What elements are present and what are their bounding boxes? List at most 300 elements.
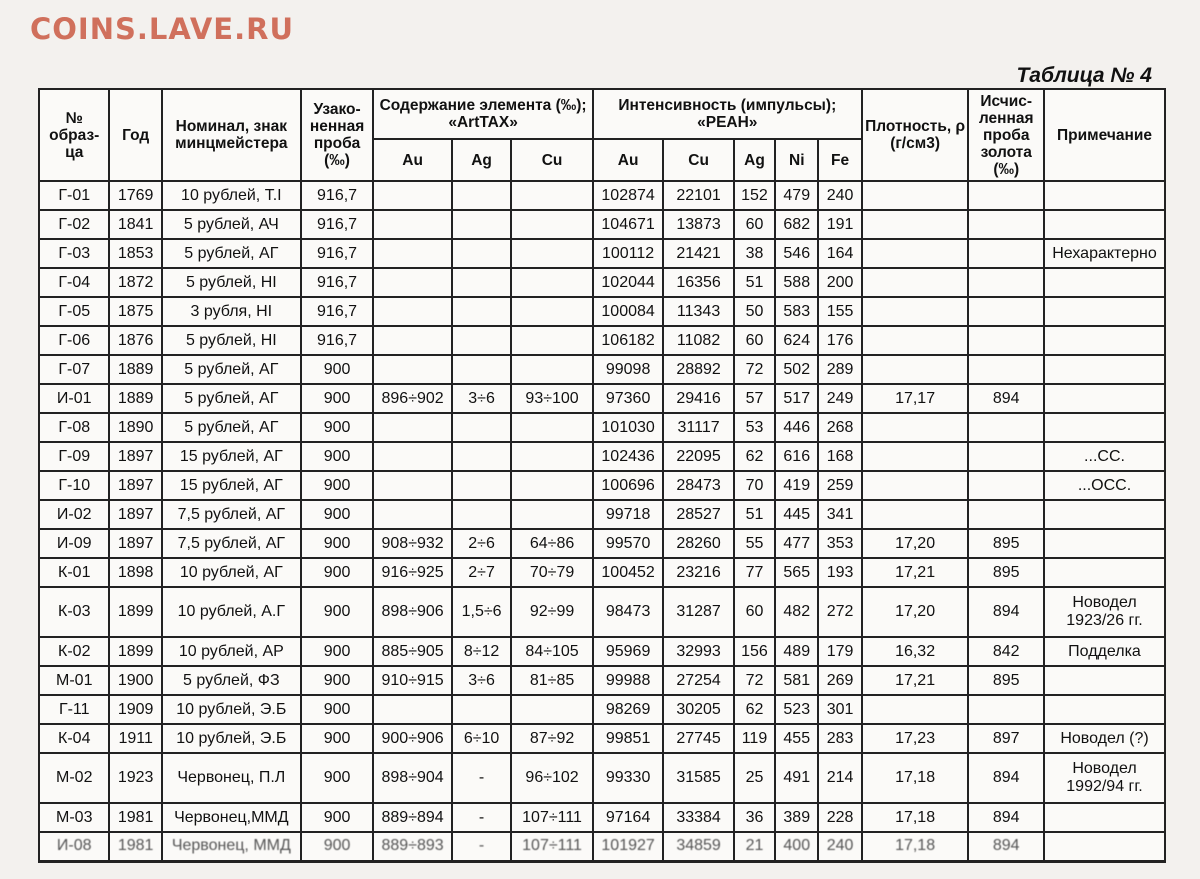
cell-denomination: 15 рублей, АГ (162, 442, 301, 471)
cell-content-cu: 81÷85 (511, 666, 593, 695)
cell-legal-fineness: 900 (301, 529, 374, 558)
cell-sample: Г-10 (39, 471, 109, 500)
cell-content-ag: 6÷10 (452, 724, 511, 753)
cell-intensity-cu: 11082 (663, 326, 733, 355)
cell-intensity-ag: 152 (734, 181, 775, 210)
cell-intensity-au: 99098 (593, 355, 663, 384)
cell-denomination: 15 рублей, АГ (162, 471, 301, 500)
cell-note (1044, 210, 1165, 239)
cell-intensity-au: 102044 (593, 268, 663, 297)
cell-content-ag: 2÷6 (452, 529, 511, 558)
cell-content-ag (452, 355, 511, 384)
header-calc-fineness: Исчис-ленная проба золота (‰) (968, 89, 1044, 181)
cell-year: 1897 (109, 442, 161, 471)
cell-intensity-ag: 77 (734, 558, 775, 587)
cell-legal-fineness: 916,7 (301, 326, 374, 355)
cell-content-cu: 96÷102 (511, 753, 593, 803)
cell-content-ag (452, 297, 511, 326)
cell-note (1044, 500, 1165, 529)
cell-intensity-cu: 29416 (663, 384, 733, 413)
cell-intensity-au: 95969 (593, 637, 663, 666)
cell-content-cu (511, 471, 593, 500)
cell-content-au: 916÷925 (373, 558, 452, 587)
cell-legal-fineness: 900 (301, 666, 374, 695)
cell-content-cu (511, 297, 593, 326)
cell-intensity-ag: 21 (734, 832, 775, 861)
cell-content-ag: - (452, 832, 511, 861)
cell-content-au (373, 268, 452, 297)
cell-denomination: 10 рублей, Э.Б (162, 695, 301, 724)
cell-legal-fineness: 916,7 (301, 181, 374, 210)
cell-note: Новодел (?) (1044, 724, 1165, 753)
cell-density (862, 471, 969, 500)
cell-intensity-ni: 624 (775, 326, 818, 355)
cell-sample: Г-06 (39, 326, 109, 355)
cell-year: 1911 (109, 724, 161, 753)
cell-year: 1899 (109, 587, 161, 637)
cell-intensity-cu: 31287 (663, 587, 733, 637)
cell-intensity-ag: 53 (734, 413, 775, 442)
cell-denomination: 5 рублей, АГ (162, 355, 301, 384)
cell-year: 1981 (109, 832, 161, 861)
cell-content-cu: 87÷92 (511, 724, 593, 753)
table-row (39, 724, 1165, 753)
cell-content-ag (452, 181, 511, 210)
cell-denomination: 10 рублей, А.Г (162, 587, 301, 637)
cell-density (862, 210, 969, 239)
cell-legal-fineness: 900 (301, 637, 374, 666)
cell-content-cu: 70÷79 (511, 558, 593, 587)
cell-intensity-cu: 23216 (663, 558, 733, 587)
cell-density: 17,18 (862, 753, 969, 803)
cell-intensity-fe: 240 (818, 832, 861, 861)
cell-intensity-au: 100452 (593, 558, 663, 587)
cell-content-ag: 1,5÷6 (452, 587, 511, 637)
table-row (39, 529, 1165, 558)
cell-intensity-fe: 164 (818, 239, 861, 268)
cell-calc-fineness (968, 471, 1044, 500)
table-row (39, 355, 1165, 384)
cell-content-ag: 2÷7 (452, 558, 511, 587)
cell-denomination: 3 рубля, HI (162, 297, 301, 326)
cell-year: 1841 (109, 210, 161, 239)
cell-intensity-ni: 583 (775, 297, 818, 326)
cell-intensity-fe: 301 (818, 695, 861, 724)
cell-calc-fineness (968, 181, 1044, 210)
cell-note (1044, 695, 1165, 724)
cell-year: 1897 (109, 500, 161, 529)
cell-note (1044, 803, 1165, 832)
cell-calc-fineness: 897 (968, 724, 1044, 753)
cell-sample: К-03 (39, 587, 109, 637)
cell-note (1044, 666, 1165, 695)
cell-year: 1872 (109, 268, 161, 297)
cell-content-ag: - (452, 803, 511, 832)
cell-intensity-cu: 28260 (663, 529, 733, 558)
cell-denomination: 10 рублей, Э.Б (162, 724, 301, 753)
cell-content-au: 885÷905 (373, 637, 452, 666)
cell-note (1044, 181, 1165, 210)
cell-denomination: 10 рублей, АГ (162, 558, 301, 587)
cell-intensity-au: 106182 (593, 326, 663, 355)
cell-intensity-au: 98473 (593, 587, 663, 637)
cell-intensity-cu: 11343 (663, 297, 733, 326)
cell-legal-fineness: 900 (301, 413, 374, 442)
cell-year: 1923 (109, 753, 161, 803)
cell-intensity-ni: 517 (775, 384, 818, 413)
cell-sample: И-02 (39, 500, 109, 529)
cell-legal-fineness: 900 (301, 471, 374, 500)
cell-denomination: 5 рублей, АГ (162, 239, 301, 268)
cell-intensity-fe: 289 (818, 355, 861, 384)
cell-intensity-ag: 72 (734, 666, 775, 695)
cell-content-ag: 3÷6 (452, 666, 511, 695)
cell-year: 1889 (109, 384, 161, 413)
cell-denomination: 5 рублей, ФЗ (162, 666, 301, 695)
cell-content-ag (452, 268, 511, 297)
cell-intensity-cu: 13873 (663, 210, 733, 239)
cell-intensity-au: 100696 (593, 471, 663, 500)
cell-sample: И-09 (39, 529, 109, 558)
cell-calc-fineness: 894 (968, 803, 1044, 832)
cell-content-ag: 8÷12 (452, 637, 511, 666)
cell-legal-fineness: 900 (301, 558, 374, 587)
cell-sample: Г-08 (39, 413, 109, 442)
table-row (39, 181, 1165, 210)
cell-content-ag (452, 695, 511, 724)
cell-legal-fineness: 900 (301, 724, 374, 753)
cell-density: 17,21 (862, 558, 969, 587)
subheader-intensity-fe: Fe (818, 139, 861, 181)
cell-intensity-au: 99988 (593, 666, 663, 695)
cell-year: 1876 (109, 326, 161, 355)
cell-intensity-ag: 60 (734, 210, 775, 239)
cell-intensity-ni: 491 (775, 753, 818, 803)
cell-calc-fineness (968, 695, 1044, 724)
cell-content-au (373, 239, 452, 268)
subheader-intensity-au: Au (593, 139, 663, 181)
cell-calc-fineness: 895 (968, 558, 1044, 587)
subheader-intensity-ni: Ni (775, 139, 818, 181)
cell-content-cu: 64÷86 (511, 529, 593, 558)
site-watermark: COINS.LAVE.RU (30, 12, 295, 46)
cell-denomination: 5 рублей, HI (162, 268, 301, 297)
subheader-content-ag: Ag (452, 139, 511, 181)
cell-intensity-ag: 70 (734, 471, 775, 500)
cell-intensity-ni: 502 (775, 355, 818, 384)
cell-content-cu: 107÷111 (511, 832, 593, 861)
cell-content-au: 896÷902 (373, 384, 452, 413)
cell-intensity-cu: 22101 (663, 181, 733, 210)
cell-intensity-cu: 28892 (663, 355, 733, 384)
cell-intensity-fe: 168 (818, 442, 861, 471)
cell-intensity-au: 104671 (593, 210, 663, 239)
cell-legal-fineness: 900 (301, 695, 374, 724)
cell-content-cu (511, 355, 593, 384)
cell-intensity-cu: 33384 (663, 803, 733, 832)
cell-sample: Г-04 (39, 268, 109, 297)
cell-intensity-ni: 565 (775, 558, 818, 587)
cell-content-au: 898÷906 (373, 587, 452, 637)
cell-calc-fineness: 894 (968, 384, 1044, 413)
table-body (39, 181, 1165, 861)
cell-intensity-fe: 191 (818, 210, 861, 239)
cell-denomination: Червонец,ММД (162, 803, 301, 832)
cell-intensity-cu: 16356 (663, 268, 733, 297)
cell-calc-fineness: 894 (968, 753, 1044, 803)
cell-note (1044, 558, 1165, 587)
cell-intensity-au: 102874 (593, 181, 663, 210)
cell-density: 17,20 (862, 587, 969, 637)
cell-intensity-cu: 31117 (663, 413, 733, 442)
cell-sample: Г-05 (39, 297, 109, 326)
cell-year: 1909 (109, 695, 161, 724)
cell-sample: Г-01 (39, 181, 109, 210)
cell-intensity-au: 99330 (593, 753, 663, 803)
cell-note (1044, 832, 1165, 861)
cell-denomination: 5 рублей, АЧ (162, 210, 301, 239)
cell-intensity-ag: 60 (734, 587, 775, 637)
cell-content-au (373, 355, 452, 384)
cell-density (862, 355, 969, 384)
table-row (39, 803, 1165, 832)
cell-intensity-ni: 682 (775, 210, 818, 239)
table-row (39, 558, 1165, 587)
cell-sample: Г-07 (39, 355, 109, 384)
cell-intensity-ni: 400 (775, 832, 818, 861)
cell-denomination: 5 рублей, АГ (162, 413, 301, 442)
cell-intensity-fe: 176 (818, 326, 861, 355)
cell-content-ag (452, 500, 511, 529)
table-row (39, 471, 1165, 500)
cell-intensity-ni: 489 (775, 637, 818, 666)
subheader-content-cu: Cu (511, 139, 593, 181)
cell-intensity-cu: 30205 (663, 695, 733, 724)
cell-year: 1769 (109, 181, 161, 210)
cell-denomination: 10 рублей, АР (162, 637, 301, 666)
cell-content-cu (511, 181, 593, 210)
cell-density: 17,20 (862, 529, 969, 558)
cell-intensity-ni: 616 (775, 442, 818, 471)
cell-density: 17,18 (862, 832, 969, 861)
cell-intensity-au: 97164 (593, 803, 663, 832)
cell-content-au (373, 413, 452, 442)
cell-sample: Г-02 (39, 210, 109, 239)
cell-intensity-ag: 38 (734, 239, 775, 268)
cell-year: 1875 (109, 297, 161, 326)
cell-legal-fineness: 916,7 (301, 210, 374, 239)
cell-intensity-ag: 25 (734, 753, 775, 803)
cell-density: 17,17 (862, 384, 969, 413)
cell-content-ag (452, 326, 511, 355)
cell-content-cu: 93÷100 (511, 384, 593, 413)
cell-intensity-fe: 249 (818, 384, 861, 413)
cell-calc-fineness: 842 (968, 637, 1044, 666)
cell-calc-fineness: 894 (968, 832, 1044, 861)
cell-intensity-fe: 269 (818, 666, 861, 695)
header-density: Плотность, ρ (г/см3) (862, 89, 969, 181)
cell-sample: Г-11 (39, 695, 109, 724)
cell-note (1044, 297, 1165, 326)
cell-content-au: 900÷906 (373, 724, 452, 753)
cell-intensity-cu: 22095 (663, 442, 733, 471)
cell-calc-fineness (968, 500, 1044, 529)
cell-intensity-au: 98269 (593, 695, 663, 724)
cell-intensity-au: 97360 (593, 384, 663, 413)
header-legal-fineness: Узако-ненная проба (‰) (301, 89, 374, 181)
cell-content-cu (511, 695, 593, 724)
cell-intensity-ni: 445 (775, 500, 818, 529)
cell-content-cu (511, 268, 593, 297)
cell-content-cu (511, 413, 593, 442)
cell-legal-fineness: 900 (301, 442, 374, 471)
cell-calc-fineness: 895 (968, 529, 1044, 558)
cell-legal-fineness: 916,7 (301, 297, 374, 326)
cell-note: ...СС. (1044, 442, 1165, 471)
cell-intensity-ag: 36 (734, 803, 775, 832)
table-row (39, 753, 1165, 803)
cell-sample: М-03 (39, 803, 109, 832)
cell-content-au (373, 442, 452, 471)
cell-content-au: 889÷893 (373, 832, 452, 861)
table-row (39, 695, 1165, 724)
cell-year: 1897 (109, 471, 161, 500)
header-year: Год (109, 89, 161, 181)
cell-intensity-cu: 27254 (663, 666, 733, 695)
cell-density (862, 239, 969, 268)
cell-intensity-ni: 389 (775, 803, 818, 832)
cell-intensity-fe: 283 (818, 724, 861, 753)
cell-intensity-cu: 21421 (663, 239, 733, 268)
cell-intensity-fe: 193 (818, 558, 861, 587)
cell-content-ag (452, 210, 511, 239)
cell-density: 17,21 (862, 666, 969, 695)
cell-content-au (373, 297, 452, 326)
cell-note: Подделка (1044, 637, 1165, 666)
cell-density (862, 297, 969, 326)
cell-legal-fineness: 900 (301, 753, 374, 803)
cell-intensity-ni: 479 (775, 181, 818, 210)
cell-intensity-au: 99570 (593, 529, 663, 558)
header-denomination: Номинал, знак минцмейстера (162, 89, 301, 181)
cell-intensity-cu: 31585 (663, 753, 733, 803)
cell-content-cu: 107÷111 (511, 803, 593, 832)
cell-content-au: 908÷932 (373, 529, 452, 558)
cell-calc-fineness (968, 355, 1044, 384)
cell-intensity-au: 99851 (593, 724, 663, 753)
cell-year: 1853 (109, 239, 161, 268)
cell-intensity-ni: 523 (775, 695, 818, 724)
cell-intensity-cu: 34859 (663, 832, 733, 861)
cell-year: 1981 (109, 803, 161, 832)
subheader-content-au: Au (373, 139, 452, 181)
cell-note: Новодел 1923/26 гг. (1044, 587, 1165, 637)
table-row (39, 297, 1165, 326)
cell-year: 1898 (109, 558, 161, 587)
cell-sample: К-02 (39, 637, 109, 666)
table-row (39, 666, 1165, 695)
cell-intensity-fe: 214 (818, 753, 861, 803)
cell-intensity-ni: 477 (775, 529, 818, 558)
cell-intensity-cu: 28527 (663, 500, 733, 529)
cell-density (862, 268, 969, 297)
cell-legal-fineness: 900 (301, 384, 374, 413)
cell-sample: К-04 (39, 724, 109, 753)
cell-denomination: 5 рублей, АГ (162, 384, 301, 413)
cell-note (1044, 529, 1165, 558)
cell-legal-fineness: 900 (301, 803, 374, 832)
cell-note: Нехарактерно (1044, 239, 1165, 268)
cell-density (862, 181, 969, 210)
table-title: Таблица № 4 (1016, 64, 1152, 87)
cell-note (1044, 326, 1165, 355)
cell-intensity-fe: 259 (818, 471, 861, 500)
cell-content-au (373, 210, 452, 239)
cell-calc-fineness (968, 239, 1044, 268)
cell-intensity-au: 100084 (593, 297, 663, 326)
cell-calc-fineness: 895 (968, 666, 1044, 695)
cell-year: 1899 (109, 637, 161, 666)
cell-intensity-ag: 60 (734, 326, 775, 355)
table-row (39, 442, 1165, 471)
cell-density (862, 442, 969, 471)
cell-denomination: 5 рублей, HI (162, 326, 301, 355)
cell-content-cu: 92÷99 (511, 587, 593, 637)
cell-note (1044, 268, 1165, 297)
cell-content-au (373, 326, 452, 355)
cell-intensity-au: 100112 (593, 239, 663, 268)
table-row (39, 326, 1165, 355)
cell-intensity-ag: 55 (734, 529, 775, 558)
cell-content-cu (511, 442, 593, 471)
cell-content-ag: - (452, 753, 511, 803)
cell-density: 17,23 (862, 724, 969, 753)
table-row (39, 587, 1165, 637)
cell-density: 17,18 (862, 803, 969, 832)
cell-intensity-ni: 482 (775, 587, 818, 637)
cell-intensity-ag: 51 (734, 268, 775, 297)
cell-legal-fineness: 900 (301, 500, 374, 529)
cell-denomination: Червонец, ММД (162, 832, 301, 861)
cell-content-au (373, 471, 452, 500)
cell-intensity-fe: 200 (818, 268, 861, 297)
cell-density (862, 500, 969, 529)
cell-denomination: 7,5 рублей, АГ (162, 500, 301, 529)
cell-intensity-au: 99718 (593, 500, 663, 529)
cell-intensity-au: 101927 (593, 832, 663, 861)
cell-content-au (373, 500, 452, 529)
cell-density: 16,32 (862, 637, 969, 666)
cell-legal-fineness: 900 (301, 355, 374, 384)
cell-note (1044, 384, 1165, 413)
cell-intensity-fe: 228 (818, 803, 861, 832)
cell-intensity-fe: 341 (818, 500, 861, 529)
cell-note (1044, 355, 1165, 384)
cell-intensity-ag: 57 (734, 384, 775, 413)
header-sample: № образ-ца (39, 89, 109, 181)
header-content-group: Содержание элемента (‰); «ArtTAX» (373, 89, 593, 139)
cell-intensity-ni: 546 (775, 239, 818, 268)
cell-intensity-au: 101030 (593, 413, 663, 442)
header-note: Примечание (1044, 89, 1165, 181)
table-row (39, 210, 1165, 239)
cell-sample: И-08 (39, 832, 109, 861)
cell-denomination: Червонец, П.Л (162, 753, 301, 803)
cell-year: 1897 (109, 529, 161, 558)
cell-intensity-ni: 419 (775, 471, 818, 500)
cell-calc-fineness (968, 297, 1044, 326)
cell-sample: Г-03 (39, 239, 109, 268)
